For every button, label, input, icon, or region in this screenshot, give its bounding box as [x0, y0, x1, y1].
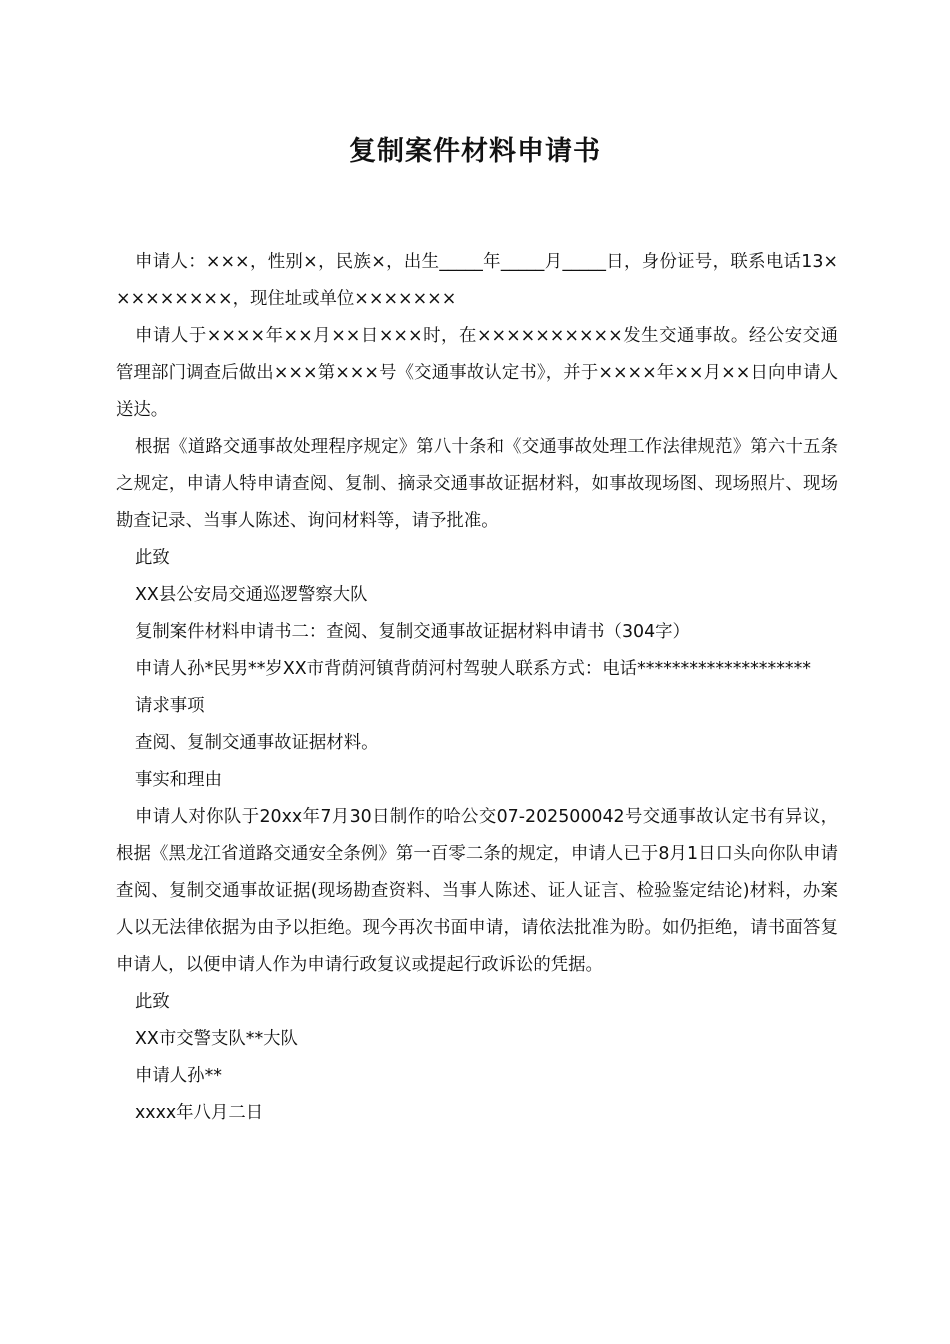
second-applicant-info: 申请人孙*民男**岁XX市背荫河镇背荫河村驾驶人联系方式：电话********************	[135, 659, 811, 679]
second-salutation-line: 此致	[135, 992, 170, 1012]
request-items-content: 查阅、复制交通事故证据材料。	[135, 733, 379, 753]
signature-line: 申请人孙**	[135, 1066, 222, 1086]
facts-reasons-content: 申请人对你队于20xx年7月30日制作的哈公交07-202500042号交通事故认定书有异议，根据《黑龙江省道路交通安全条例》第一百零二条的规定，申请人已于8月1日口头向你队申请查阅、复制交通事故证据(现场勘查资料、当事人陈述、证人证言、检验鉴定结论)材料，办案人以无法律依据为由予以拒绝。现今再次书面申请，请依法批准为盼。如仍拒绝，请书面答复申请人，以便申请人作为申请行政复议或提起行政诉讼的凭据。	[116, 807, 838, 975]
recipient-line: XX县公安局交通巡逻警察大队	[135, 585, 368, 605]
legal-basis-paragraph: 根据《道路交通事故处理程序规定》第八十条和《交通事故处理工作法律规范》第六十五条之规定，申请人特申请查阅、复制、摘录交通事故证据材料，如事故现场图、现场照片、现场勘查记录、当事人陈述、询问材料等，请予批准。	[116, 437, 838, 531]
facts-reasons-heading: 事实和理由	[135, 770, 222, 790]
request-items-heading: 请求事项	[135, 696, 205, 716]
document-title: 复制案件材料申请书	[349, 136, 601, 167]
second-recipient-line: XX市交警支队**大队	[135, 1029, 298, 1049]
accident-facts-paragraph: 申请人于××××年××月××日×××时，在××××××××××发生交通事故。经公安交通管理部门调查后做出×××第×××号《交通事故认定书》，并于××××年××月××日向申请人送达。	[116, 326, 838, 420]
applicant-info-paragraph: 申请人：×××，性别×，民族×，出生_____年_____月_____日，身份证号，联系电话13×××××××××，现住址或单位×××××××	[116, 252, 838, 309]
second-document-heading: 复制案件材料申请书二：查阅、复制交通事故证据材料申请书（304字）	[135, 622, 690, 642]
date-line: xxxx年八月二日	[135, 1103, 264, 1123]
salutation-line: 此致	[135, 548, 170, 568]
document-body	[116, 244, 838, 1132]
